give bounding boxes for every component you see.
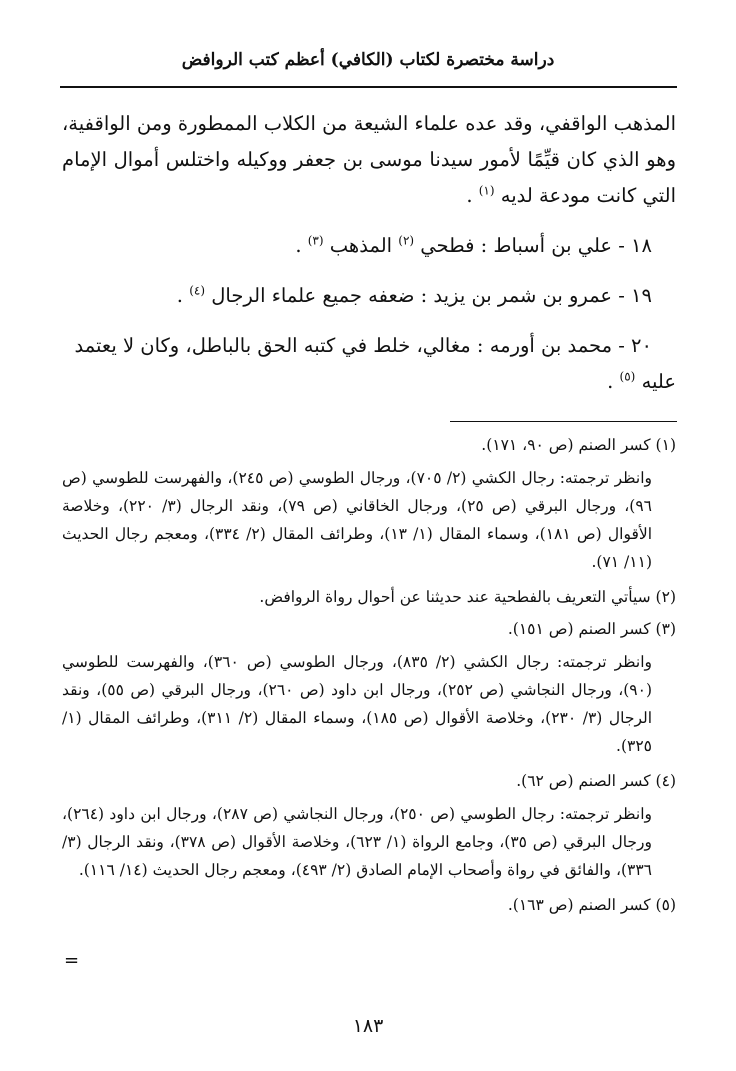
- footnote-1-note: وانظر ترجمته: رجال الكشي (٢/ ٧٠٥)، ورجال الطوسي (ص ٢٤٥)، والفهرست للطوسي (ص ٩٦)، ورجال البرقي (ص ٢٥)، ورجال الخاقاني (ص ٧٩)، ونقد الرجال (٣/ ٢٢٠)، وخلاصة الأقوال (ص ١٨١)، وسماء المقال (١/ ١٣)، وطرائف المقال (٢/ ٣٣٤)، ومعجم رجال الحديث (١١/ ٧١).: [62, 469, 653, 571]
- entry-text: ٢٠ - محمد بن أورمه : مغالي، خلط في كتبه الحق بالباطل، وكان لا يعتمد عليه: [74, 334, 676, 393]
- footnote-divider: [450, 421, 677, 422]
- footnote-3: (٣) كسر الصنم (ص ١٥١).: [507, 620, 676, 638]
- footnote-4-note: وانظر ترجمته: رجال الطوسي (ص ٢٥٠)، ورجال النجاشي (ص ٢٨٧)، ورجال ابن داود (٢٦٤)، ورجال البرقي (ص ٣٥)، وجامع الرواة (١/ ٦٢٣)، وخلاصة الأقوال (ص ٣٧٨)، ونقد الرجال (٣/ ٣٣٦)، والفائق في رواة وأصحاب الإمام الصادق (٢/ ٤٩٣)، ومعجم رجال الحديث (١٤/ ١١٦).: [62, 805, 652, 879]
- footnote-ref[interactable]: (١): [478, 183, 495, 198]
- footnote-ref[interactable]: (٥): [619, 369, 636, 384]
- running-header-title: دراسة مختصرة لكتاب (الكافي) أعظم كتب الروافض: [181, 50, 555, 70]
- footnote-3-note: وانظر ترجمته: رجال الكشي (٢/ ٨٣٥)، ورجال الطوسي (ص ٣٦٠)، والفهرست للطوسي (٩٠)، ورجال النجاشي (ص ٢٥٢)، ورجال ابن داود (ص ٢٦٠)، ورجال البرقي (ص ٥٥)، ونقد الرجال (٣/ ٢٣٠)، وخلاصة الأقوال (ص ١٨٥)، وسماء المقال (٢/ ٣١١)، وطرائف المقال (١/ ٣٢٥).: [62, 653, 653, 755]
- footnote-5: (٥) كسر الصنم (ص ١٦٣).: [507, 896, 676, 914]
- footnote-ref[interactable]: (٣): [307, 233, 324, 248]
- footnote-ref[interactable]: (٢): [398, 233, 415, 248]
- entry-text: ١٨ - علي بن أسباط : فطحي: [420, 234, 652, 257]
- narrator-entry-20: ٢٠ - محمد بن أورمه : مغالي، خلط في كتبه الحق بالباطل، وكان لا يعتمد عليه $^{(٥)}$ .: [74, 334, 676, 393]
- page-number: ١٨٣: [352, 1015, 384, 1037]
- footnote-1: (١) كسر الصنم (ص ٩٠، ١٧١).: [481, 436, 676, 454]
- header-divider: [60, 86, 677, 88]
- footnote-ref[interactable]: (٤): [189, 283, 206, 298]
- continuation-mark: =: [64, 950, 80, 971]
- footnotes-section: [62, 432, 676, 924]
- entry-text-cont: المذهب: [329, 234, 399, 257]
- footnote-4: (٤) كسر الصنم (ص ٦٢).: [516, 772, 676, 790]
- entry-text: ١٩ - عمرو بن شمر بن يزيد : ضعفه جميع علماء الرجال: [211, 284, 652, 307]
- narrator-entry-19: ١٩ - عمرو بن شمر بن يزيد : ضعفه جميع علماء الرجال $^{(٤)}$ .: [176, 283, 652, 307]
- paragraph-text: المذهب الواقفي، وقد عده علماء الشيعة من الكلاب الممطورة ومن الواقفية، وهو الذي كان قيِّمًا لأمور سيدنا موسى بن جعفر ووكيله واختلس أموال الإمام التي كانت مودعة لديه: [62, 112, 676, 207]
- footnote-2: (٢) سيأتي التعريف بالفطحية عند حديثنا عن أحوال رواة الروافض.: [259, 588, 676, 606]
- narrator-entry-18: ١٨ - علي بن أسباط : فطحي $^{(٢)}$ المذهب $^{(٣)}$ .: [295, 233, 652, 257]
- body-paragraph: المذهب الواقفي، وقد عده علماء الشيعة من الكلاب الممطورة ومن الواقفية، وهو الذي كان قيِّمًا لأمور سيدنا موسى بن جعفر ووكيله واختلس أموال الإمام التي كانت مودعة لديه $^{(١)}$ .: [62, 112, 676, 207]
